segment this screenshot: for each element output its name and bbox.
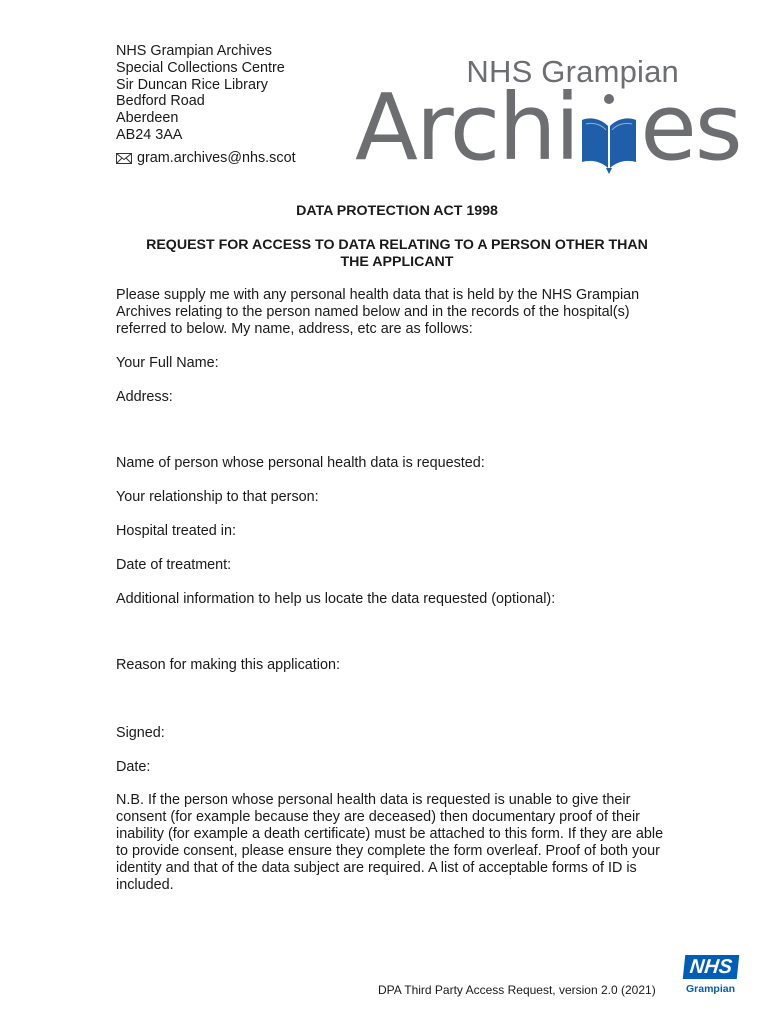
address-line: Sir Duncan Rice Library [116,76,268,93]
address-line: NHS Grampian Archives [116,43,272,59]
person-name-field-label: Name of person whose personal health data is requested: [116,455,485,471]
signed-field-label: Signed: [116,725,165,741]
nhs-logo-box: NHS [683,955,740,979]
nhs-logo-subtitle: Grampian [686,983,736,995]
reason-field-label: Reason for making this application: [116,657,340,673]
logo-text-end: es [640,74,741,181]
logo-text-start: Archi [355,74,579,181]
address-line: Special Collections Centre [116,59,285,76]
additional-info-field-label: Additional information to help us locate the data requested (optional): [116,591,556,607]
address-line: AB24 3AA [116,126,183,143]
email-address[interactable]: gram.archives@nhs.scot [137,149,296,166]
full-name-field-label: Your Full Name: [116,355,219,371]
address-line: Aberdeen [116,110,179,127]
email-line [116,150,296,167]
address-line: Bedford Road [116,93,205,110]
sender-address [116,43,296,167]
logo-wordmark [355,74,741,181]
hospital-field-label: Hospital treated in: [116,523,236,539]
date-field-label: Date: [116,759,151,775]
footer-version: DPA Third Party Access Request, version 2.0 (2021) [378,983,656,997]
intro-paragraph: Please supply me with any personal health data that is held by the NHS Grampian Archives relating to the person named below and in the records of the hospital(s) referred to below. My name, address, etc are as follows: [116,287,640,337]
nhs-grampian-archives-logo [355,50,741,181]
open-book-icon [578,82,640,174]
request-heading-line1: REQUEST FOR ACCESS TO DATA RELATING TO A PERSON OTHER THAN [146,237,648,253]
act-heading: DATA PROTECTION ACT 1998 [296,203,498,219]
logo-org-name: NHS Grampian [466,54,679,89]
request-heading-line2: THE APPLICANT [340,254,454,270]
nb-paragraph: N.B. If the person whose personal health data is requested is unable to give their consent (for example because they are deceased) then documentary proof of their inability (for example a death certificate) must be attached to this form. If they are able to provide consent, please ensure they complete the form overleaf. Proof of both your identity and that of the data subject are required. A list of acceptable forms of ID is included. [116,792,664,893]
treatment-date-field-label: Date of treatment: [116,557,232,573]
relationship-field-label: Your relationship to that person: [116,489,319,505]
envelope-icon [116,153,132,164]
address-field-label: Address: [116,389,173,405]
nhs-grampian-badge [684,955,738,999]
